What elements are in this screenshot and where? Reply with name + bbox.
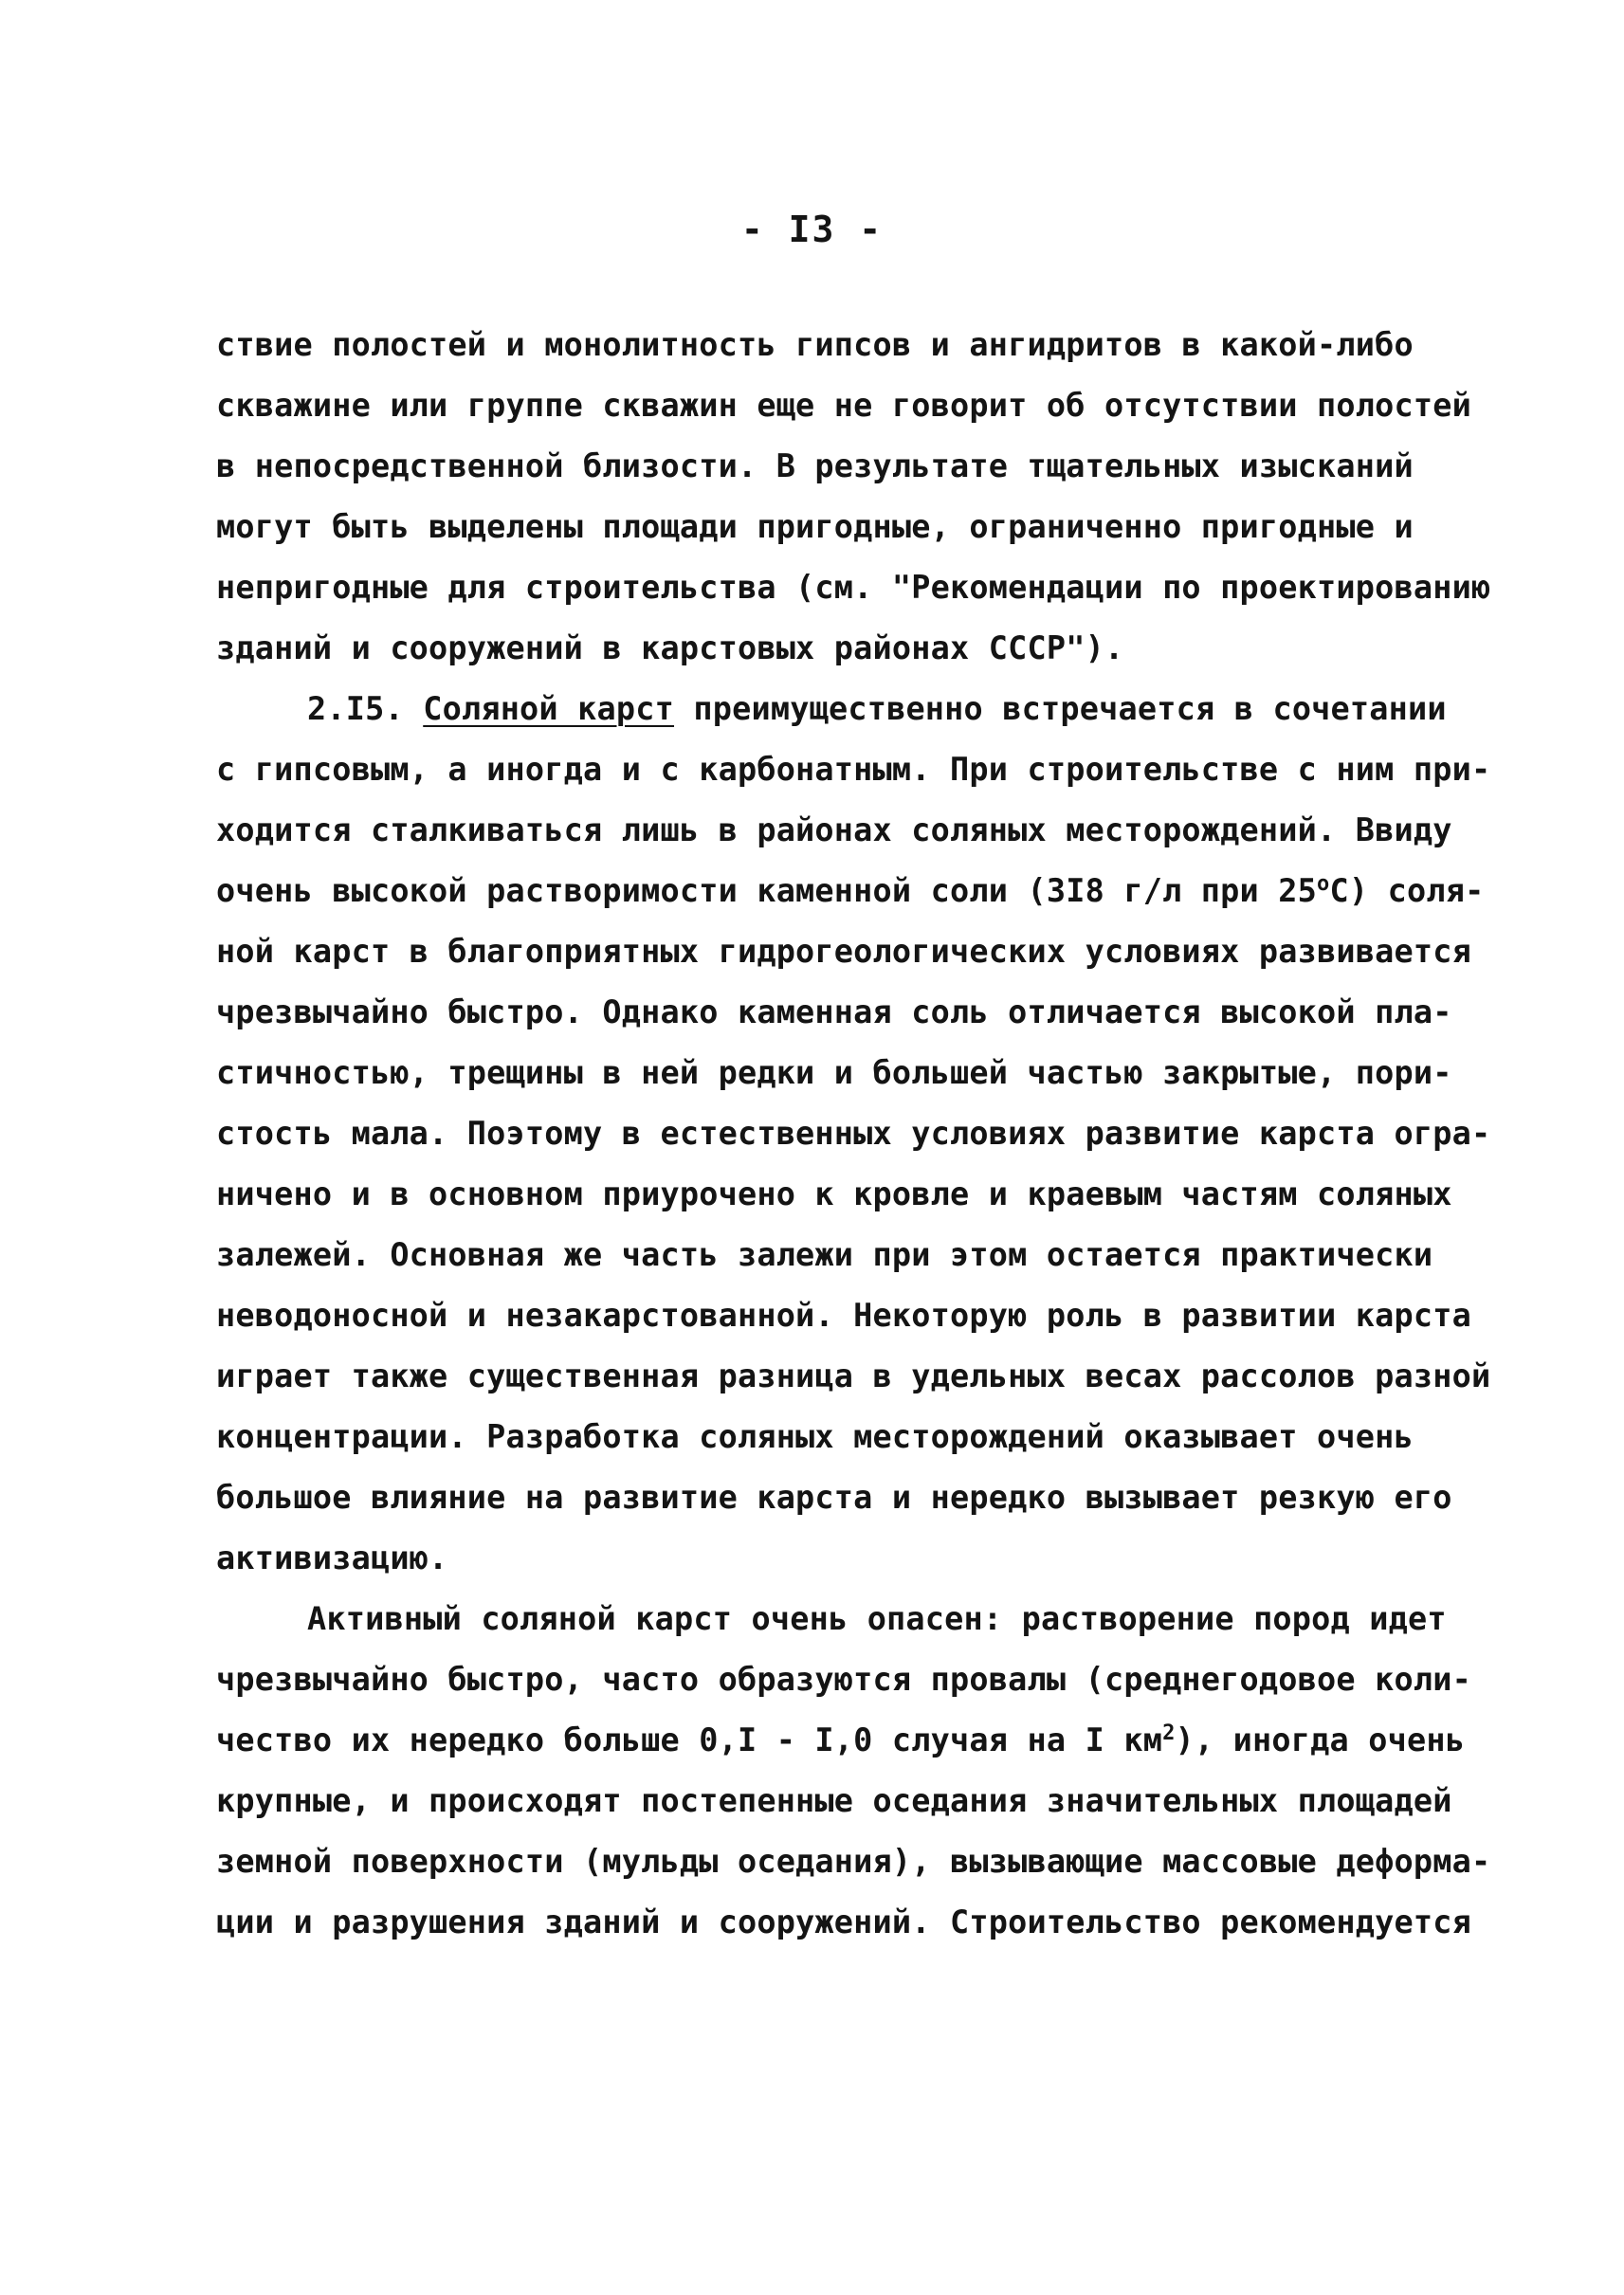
- text-line: ной карст в благоприятных гидрогеологических условиях развивается: [216, 933, 1471, 970]
- text-line: стость мала. Поэтому в естественных условиях развитие карста огра-: [216, 1115, 1491, 1152]
- text-line: зданий и сооружений в карстовых районах СССР").: [216, 629, 1124, 666]
- section-number: 2.I5.: [307, 690, 404, 727]
- degree-superscript: о: [1317, 871, 1330, 896]
- text-line: могут быть выделены площади пригодные, ограниченно пригодные и: [216, 508, 1414, 545]
- text-fragment: чество их нередко больше 0,I - I,0 случая на I км: [216, 1721, 1163, 1758]
- text-line: непригодные для строительства (см. "Рекомендации по проектированию: [216, 569, 1491, 606]
- section-term: Соляной карст: [423, 690, 675, 727]
- text-fragment: С) соля-: [1329, 872, 1485, 909]
- text-line: активизацию.: [216, 1539, 448, 1576]
- square-superscript: 2: [1162, 1721, 1176, 1745]
- text-fragment: очень высокой растворимости каменной соли (3I8 г/л при 25: [216, 872, 1318, 909]
- text-line: скважине или группе скважин еще не говорит об отсутствии полостей: [216, 387, 1471, 424]
- text-line: стичностью, трещины в ней редки и большей частью закрытые, пори-: [216, 1054, 1452, 1091]
- section-2-15: [216, 679, 1491, 1589]
- text-line-with-superscript: [216, 861, 1485, 921]
- text-line: неводоносной и незакарстованной. Некоторую роль в развитии карста: [216, 1297, 1471, 1334]
- paragraph-active-karst: [216, 1589, 1491, 1953]
- text-line: залежей. Основная же часть залежи при этом остается практически: [216, 1236, 1433, 1273]
- page-number: - I3 -: [740, 209, 884, 250]
- text-line: ции и разрушения зданий и сооружений. Строительство рекомендуется: [216, 1903, 1471, 1940]
- text-line: с гипсовым, а иногда и с карбонатным. При строительстве с ним при-: [216, 751, 1491, 788]
- text-line: ходится сталкиваться лишь в районах соляных месторождений. Ввиду: [216, 811, 1452, 848]
- text-line: играет также существенная разница в удельных весах рассолов разной: [216, 1357, 1491, 1394]
- text-line: в непосредственной близости. В результате тщательных изысканий: [216, 447, 1414, 484]
- section-first-line: [216, 679, 1447, 739]
- text-line: чрезвычайно быстро. Однако каменная соль отличается высокой пла-: [216, 993, 1452, 1030]
- body-text: [216, 315, 1491, 1953]
- text-line: ничено и в основном приурочено к кровле и краевым частям соляных: [216, 1175, 1452, 1212]
- text-fragment: преимущественно встречается в сочетании: [674, 690, 1447, 727]
- text-line: большое влияние на развитие карста и нередко вызывает резкую его: [216, 1479, 1452, 1516]
- text-line: концентрации. Разработка соляных месторождений оказывает очень: [216, 1418, 1414, 1455]
- text-line: земной поверхности (мульды оседания), вызывающие массовые деформа-: [216, 1843, 1491, 1880]
- text-line: крупные, и происходят постепенные оседания значительных площадей: [216, 1782, 1452, 1819]
- text-line: ствие полостей и монолитность гипсов и ангидритов в какой-либо: [216, 326, 1414, 363]
- text-line: чрезвычайно быстро, часто образуются провалы (среднегодовое коли-: [216, 1661, 1471, 1698]
- paragraph-continuation: [216, 315, 1491, 679]
- text-line: Активный соляной карст очень опасен: растворение пород идет: [307, 1600, 1447, 1637]
- text-line-with-superscript: [216, 1710, 1466, 1771]
- text-fragment: ), иногда очень: [1175, 1721, 1466, 1758]
